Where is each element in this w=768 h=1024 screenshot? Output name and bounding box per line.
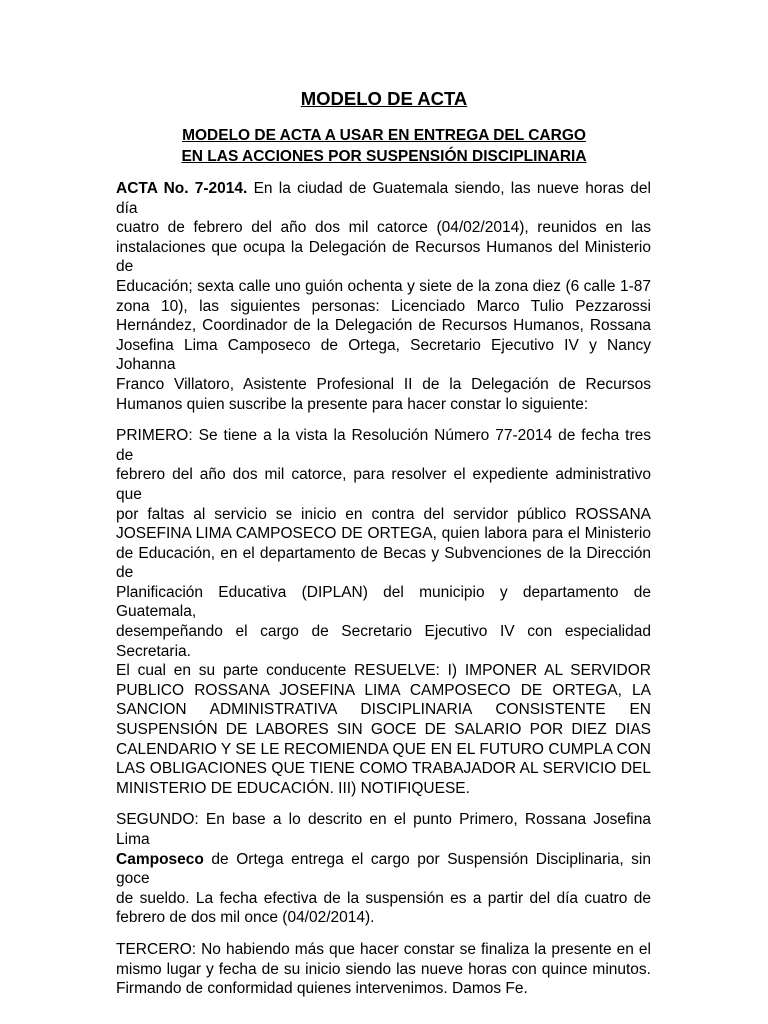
paragraph-tercero [116,940,651,999]
document-subtitle [0,125,768,167]
paragraph-line: de Educación, en el departamento de Becas y Subvenciones de la Dirección de [116,544,651,582]
paragraph-line: CALENDARIO Y SE LE RECOMIENDA QUE EN EL FUTURO CUMPLA CON [116,740,651,758]
paragraph-line: LAS OBLIGACIONES QUE TIENE COMO TRABAJADOR AL SERVICIO DEL [116,760,651,778]
subtitle-line-1: MODELO DE ACTA A USAR EN ENTREGA DEL CARGO [182,127,586,144]
paragraph-text: de Ortega entrega el cargo por Suspensión Disciplinaria, sin goce [116,850,651,888]
paragraph-line: SANCION ADMINISTRATIVA DISCIPLINARIA CONSISTENTE EN [116,701,651,719]
paragraph-line: PUBLICO ROSSANA JOSEFINA LIMA CAMPOSECO DE ORTEGA, LA [116,681,651,699]
paragraph-line: de sueldo. La fecha efectiva de la suspensión es a partir del día cuatro de [116,889,651,907]
paragraph-text: En la ciudad de Guatemala siendo, las nueve horas del día [116,180,651,217]
paragraph-line: Franco Villatoro, Asistente Profesional II de la Delegación de Recursos [116,375,651,393]
paragraph-primero [116,426,651,798]
paragraph-line: SEGUNDO: En base a lo descrito en el punto Primero, Rossana Josefina Lima [116,811,651,848]
paragraph-line: Educación; sexta calle uno guión ochenta y siete de la zona diez (6 calle 1-87 [116,277,651,295]
paragraph-line: zona 10), las siguientes personas: Licenciado Marco Tulio Pezzarossi [116,297,651,315]
paragraph-line: TERCERO: No habiendo más que hacer constar se finaliza la presente en el [116,940,651,958]
paragraph-line: Humanos quien suscribe la presente para hacer constar lo siguiente: [116,395,589,413]
paragraph-line: SUSPENSIÓN DE LABORES SIN GOCE DE SALARIO POR DIEZ DIAS [116,721,651,739]
document-body [116,179,651,1011]
paragraph-line: Planificación Educativa (DIPLAN) del municipio y departamento de Guatemala, [116,583,651,621]
paragraph-acta [116,179,651,414]
paragraph-line: mismo lugar y fecha de su inicio siendo las nueve horas con quince minutos. [116,960,651,978]
paragraph-line: Firmando de conformidad quienes intervenimos. Damos Fe. [116,980,528,998]
paragraph-line: por faltas al servicio se inicio en contra del servidor público ROSSANA [116,505,651,523]
paragraph-line: cuatro de febrero del año dos mil catorce (04/02/2014), reunidos en las [116,219,651,237]
paragraph-line: El cual en su parte conducente RESUELVE: I) IMPONER AL SERVIDOR [116,662,651,680]
paragraph-line [116,850,651,889]
paragraph-line [116,179,651,218]
paragraph-line: Hernández, Coordinador de la Delegación de Recursos Humanos, Rossana [116,317,651,335]
paragraph-line: JOSEFINA LIMA CAMPOSECO DE ORTEGA, quien labora para el Ministerio [116,525,651,543]
document-title: MODELO DE ACTA [300,88,468,109]
subtitle-line-2: EN LAS ACCIONES POR SUSPENSIÓN DISCIPLINARIA [181,148,587,165]
paragraph-line: Josefina Lima Camposeco de Ortega, Secretario Ejecutivo IV y Nancy Johanna [116,336,651,374]
paragraph-line: febrero de dos mil once (04/02/2014). [116,909,375,927]
paragraph-line: instalaciones que ocupa la Delegación de Recursos Humanos del Ministerio de [116,238,651,276]
paragraph-line: desempeñando el cargo de Secretario Ejecutivo IV con especialidad Secretaria. [116,623,651,660]
paragraph-line: PRIMERO: Se tiene a la vista la Resolución Número 77-2014 de fecha tres de [116,427,651,464]
bold-surname: Camposeco [116,850,204,868]
paragraph-line: MINISTERIO DE EDUCACIÓN. III) NOTIFIQUESE. [116,779,470,797]
paragraph-segundo [116,810,651,928]
paragraph-line: febrero del año dos mil catorce, para resolver el expediente administrativo que [116,466,651,503]
acta-number: ACTA No. 7-2014. [116,180,248,197]
